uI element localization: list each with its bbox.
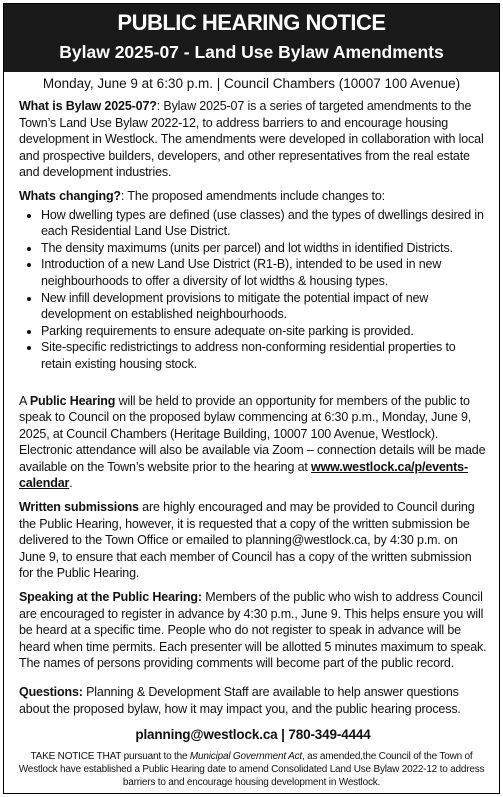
contact-line: planning@westlock.ca | 780-349-4444 bbox=[135, 727, 371, 743]
speaking-label: Speaking at the Public Hearing: bbox=[19, 590, 202, 605]
list-item: • Site-specific redistrictings to address non-conforming residential properties to retain existing housing stock. bbox=[41, 339, 487, 372]
what-is-text: : Bylaw 2025-07 is a series of targeted amendments to the Town’s Land Use Bylaw 2022-12, to address barriers to and encourage housing development in Westlock. The amendments were developed in collaboration with local and prospective builders, developers, and other representatives from the real estate and development industries. bbox=[19, 99, 484, 180]
footer-prefix: TAKE NOTICE THAT pursuant to the bbox=[30, 750, 190, 762]
speaking-text: Members of the public who wish to address Council are encouraged to register in advance by 4:30 p.m., June 9. This helps ensure you will be heard at a specific time. People who do not register to speak in advance will be heard when time permits. Each presenter will be allotted 5 minutes maximum to speak. The names of persons providing comments will become part of the public record. bbox=[19, 590, 487, 671]
list-item: • New infill development provisions to mitigate the potential impact of new development on established neighbourhoods. bbox=[41, 290, 487, 323]
written-submissions-paragraph bbox=[19, 499, 487, 582]
events-calendar-link[interactable]: www.westlock.ca/p/events-calendar bbox=[19, 459, 468, 491]
list-item: • Introduction of a new Land Use District (R1-B), intended to be used in new neighbourhoods to offer a diversity of lot widths & housing types. bbox=[41, 256, 487, 289]
what-is-paragraph bbox=[19, 98, 487, 181]
hearing-prefix: A bbox=[19, 393, 30, 408]
changes-list bbox=[19, 207, 487, 373]
questions-label: Questions: bbox=[19, 685, 83, 699]
written-submissions-label: Written submissions bbox=[19, 500, 139, 515]
notice-title: PUBLIC HEARING NOTICE bbox=[117, 10, 386, 35]
notice-header bbox=[4, 4, 499, 72]
notice-subtitle: Bylaw 2025-07 - Land Use Bylaw Amendments bbox=[59, 42, 444, 62]
list-item: • The density maximums (units per parcel) and lot widths in identified Districts. bbox=[41, 240, 487, 257]
date-location-line: Monday, June 9 at 6:30 p.m. | Council Chambers (10007 100 Avenue) bbox=[42, 76, 461, 91]
questions-text: Planning & Development Staff are available to help answer questions about the proposed bylaw, how it may impact you, and the public hearing process. bbox=[19, 685, 461, 716]
questions-paragraph bbox=[19, 684, 487, 717]
what-is-label: What is Bylaw 2025-07? bbox=[19, 99, 157, 113]
whats-changing-label: Whats changing? bbox=[19, 188, 121, 203]
footer-text: , as amended,the Council of the Town of Westlock have established a Public Hearing date to amend Consolidated Land Use Bylaw 2022-12 to address barriers to and encourage housing development in Westlock. bbox=[18, 750, 485, 788]
hearing-label: Public Hearing bbox=[29, 393, 116, 408]
list-item: • How dwelling types are defined (use classes) and the types of dwellings desired in each Residential Land Use District. bbox=[41, 207, 487, 240]
public-hearing-notice bbox=[3, 3, 500, 794]
list-item: • Parking requirements to ensure adequate on-site parking is provided. bbox=[41, 323, 487, 340]
whats-changing-text: : The proposed amendments include changes to: bbox=[120, 188, 385, 203]
legal-footer bbox=[4, 750, 499, 789]
hearing-text: will be held to provide an opportunity for members of the public to speak to Council on the proposed bylaw commencing at 6:30 p.m., Monday, June 9, 2025, at Council Chambers (Heritage Building, 10007 100 Avenue, Westlock). Electronic attendance will also be available via Zoom – connection details will be made available on the Town’s website prior to the hearing at bbox=[19, 393, 486, 474]
hearing-paragraph bbox=[19, 393, 487, 493]
written-submissions-text: are highly encouraged and may be provided to Council during the Public Hearing, however, it is requested that a copy of the written submission be delivered to the Town Office or emailed to planning@westlock.ca, by 4:30 p.m. on June 9, to ensure that each member of Council has a copy of the written submission for the Public Hearing. bbox=[19, 500, 475, 581]
footer-act-name: Municipal Government Act bbox=[189, 750, 303, 762]
hearing-suffix: . bbox=[69, 476, 73, 491]
notice-body bbox=[4, 96, 499, 744]
whats-changing-paragraph bbox=[19, 188, 487, 205]
speaking-paragraph bbox=[19, 589, 487, 672]
